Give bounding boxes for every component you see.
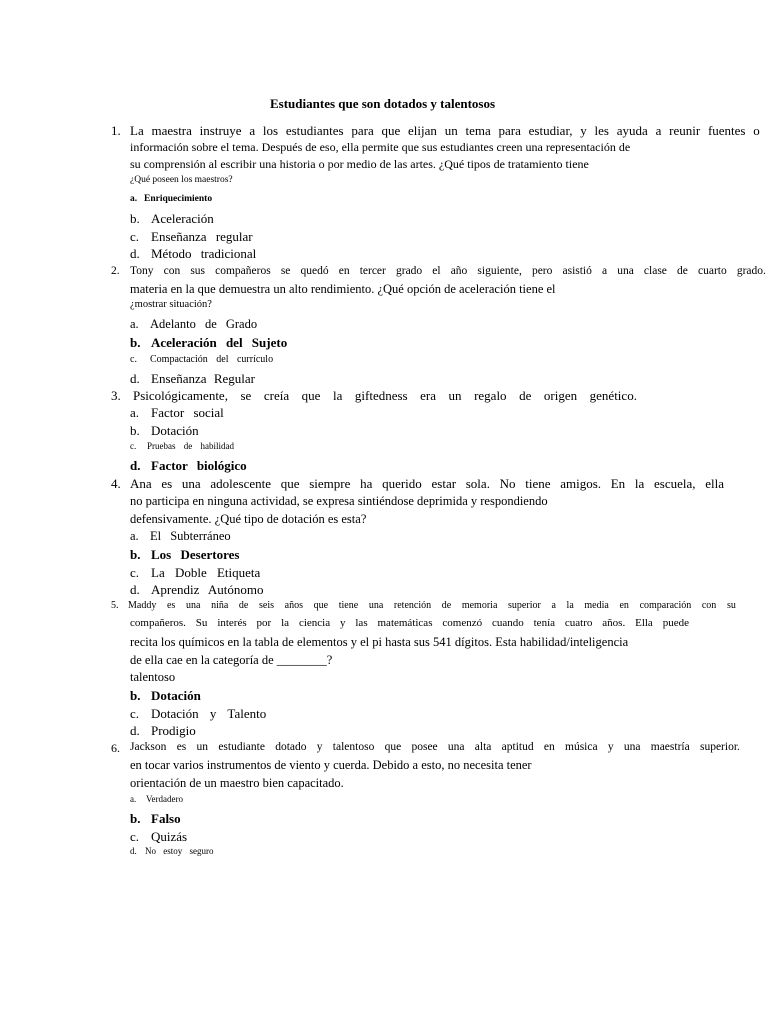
question-5-line-2-word: comenzó xyxy=(442,617,483,629)
question-5-line-2-word: las xyxy=(355,617,368,629)
q4-option-d xyxy=(130,583,264,596)
q2-option-d-letter: d. xyxy=(130,371,140,386)
question-5-line-1-word: es xyxy=(166,600,176,611)
q4-option-d-text: Aprendiz Autónomo xyxy=(151,582,264,597)
question-6-line-1-word: es xyxy=(176,741,187,753)
question-1-line-2: información sobre el tema. Después de eso, ella permite que sus estudiantes creen una representación de xyxy=(130,140,631,154)
question-5-line-2-word: cuando xyxy=(491,617,524,629)
question-3-line-1-word: creía xyxy=(263,388,290,403)
q4-option-b xyxy=(130,548,239,561)
q1-option-c-text: Enseñanza regular xyxy=(151,229,253,244)
question-6-line-1-word: una xyxy=(623,741,641,753)
question-6-line-1-word: que xyxy=(384,741,402,753)
q2-option-d xyxy=(130,372,255,385)
question-5-line-1-word: en xyxy=(619,600,629,611)
question-6-line-1-word: posee xyxy=(411,741,438,753)
question-1-line-4: ¿Qué poseen los maestros? xyxy=(130,175,233,185)
question-4-line-1-word: amigos. xyxy=(560,476,602,491)
question-4-line-1-word: adolescente xyxy=(210,476,272,491)
q1-option-b xyxy=(130,212,214,225)
question-2-line-1-word: grado. xyxy=(736,265,766,277)
question-1-line-1-word: para xyxy=(498,123,521,138)
question-3-line-1-word: la xyxy=(332,388,343,403)
question-5-line-2-word: cuatro xyxy=(564,617,593,629)
question-4-line-1-word: ella xyxy=(705,476,724,491)
question-1-line-1-word: o xyxy=(753,123,760,138)
question-6-line-1-word: maestría xyxy=(650,741,690,753)
question-6-line-1-word: y xyxy=(607,741,614,753)
question-6-line-1-word: talentoso xyxy=(332,741,375,753)
question-1-line-1-word: que xyxy=(381,123,401,138)
question-2-line-3: ¿mostrar situación? xyxy=(130,299,212,310)
q2-option-a-letter: a. xyxy=(130,317,139,331)
question-5-line-1-word: una xyxy=(185,600,201,611)
q1-option-d-letter: d. xyxy=(130,246,140,261)
question-4-line-1 xyxy=(130,477,724,490)
question-5-line-3: recita los químicos en la tabla de elementos y el pi hasta sus 541 dígitos. Esta habilidad/inteligencia xyxy=(130,635,629,649)
question-4-line-1-word: la xyxy=(634,476,645,491)
question-4-line-1-word: una xyxy=(181,476,201,491)
question-2-line-1-word: quedó xyxy=(300,265,329,277)
q1-option-b-text: Aceleración xyxy=(151,211,214,226)
question-4-line-1-word: En xyxy=(610,476,626,491)
question-6-line-1-word: estudiante xyxy=(218,741,265,753)
q3-option-d-letter: d. xyxy=(130,458,141,473)
question-6-line-1-word: una xyxy=(447,741,465,753)
question-2-line-1 xyxy=(130,266,766,278)
question-2-line-1-word: a xyxy=(601,265,608,277)
question-3-line-1-word: un xyxy=(448,388,462,403)
question-4-line-1-word: No xyxy=(499,476,516,491)
question-5-line-1-word: con xyxy=(701,600,717,611)
question-4-number: 4. xyxy=(111,476,121,491)
question-5-line-1-word: seis xyxy=(259,600,275,611)
question-5-line-1-word: Maddy xyxy=(128,600,157,611)
question-6-line-1-word: superior. xyxy=(699,741,740,753)
question-5-line-4: de ella cae en la categoría de ________? xyxy=(130,653,333,667)
question-1-line-1-word: estudiantes xyxy=(285,123,344,138)
question-3-line-1-word: genético. xyxy=(589,388,637,403)
question-2-line-1-word: se xyxy=(280,265,291,277)
q5-option-d-text: Prodigio xyxy=(151,723,196,738)
q2-option-a xyxy=(130,318,257,331)
question-5-line-2-word: y xyxy=(339,617,346,629)
q4-option-d-letter: d. xyxy=(130,582,140,597)
question-2-line-1-word: sus xyxy=(190,265,206,277)
question-2-line-1-word: grado xyxy=(395,265,423,277)
question-5-line-1 xyxy=(128,601,736,611)
q4-option-a-text: El Subterráneo xyxy=(150,529,231,543)
question-1-line-1-word: La xyxy=(130,123,144,138)
q1-option-d-text: Método tradicional xyxy=(151,246,257,261)
question-3-number: 3. xyxy=(111,388,121,403)
question-1-line-1-word: maestra xyxy=(151,123,192,138)
q3-option-c-letter: c. xyxy=(130,441,137,451)
question-5-line-1-word: una xyxy=(368,600,384,611)
question-5-line-2-word: compañeros. xyxy=(130,617,186,629)
q4-option-a-letter: a. xyxy=(130,529,139,543)
q3-option-a xyxy=(130,406,224,419)
q5-option-c-letter: c. xyxy=(130,706,140,721)
question-4-line-1-word: sola. xyxy=(465,476,490,491)
q6-option-d-letter: d. xyxy=(130,846,137,856)
question-1-line-1-word: a xyxy=(655,123,662,138)
question-4-line-1-word: tiene xyxy=(525,476,551,491)
q5-option-d-letter: d. xyxy=(130,723,140,738)
question-4-line-1-word: es xyxy=(161,476,173,491)
question-6-line-1-word: dotado xyxy=(275,741,307,753)
question-4-line-1-word: que xyxy=(280,476,300,491)
question-5-line-2-word: Ella xyxy=(635,617,653,629)
question-4-line-1-word: Ana xyxy=(130,476,152,491)
question-6-line-1-word: y xyxy=(316,741,323,753)
question-6-line-1 xyxy=(130,742,740,754)
q5-option-a xyxy=(130,671,175,684)
q1-option-a-letter: a. xyxy=(130,194,138,204)
question-1-line-1-word: elijan xyxy=(408,123,437,138)
q4-option-a xyxy=(130,530,231,543)
q3-option-b-text: Dotación xyxy=(151,423,199,438)
question-2-line-1-word: asistió xyxy=(562,265,592,277)
q1-option-a-text: Enriquecimiento xyxy=(144,194,213,204)
question-5-line-2-word: la xyxy=(281,617,290,629)
q6-option-c xyxy=(130,830,187,843)
question-2-line-1-word: en xyxy=(338,265,350,277)
question-3-line-1-word: que xyxy=(301,388,321,403)
q2-option-b-text: Aceleración del Sujeto xyxy=(151,335,288,350)
q5-option-c xyxy=(130,707,266,720)
q1-option-c-letter: c. xyxy=(130,229,140,244)
q5-option-b xyxy=(130,689,201,702)
question-1-line-3: su comprensión al escribir una historia o por medio de las artes. ¿Qué tipos de tratamiento tiene xyxy=(130,157,589,171)
q5-option-b-letter: b. xyxy=(130,688,141,703)
q6-option-b xyxy=(130,812,181,825)
q6-option-b-text: Falso xyxy=(151,811,181,826)
question-4-line-1-word: querido xyxy=(382,476,422,491)
question-5-line-1-word: retención xyxy=(393,600,432,611)
question-3-line-1-word: de xyxy=(519,388,532,403)
question-5-line-1-word: años xyxy=(284,600,303,611)
q4-option-c-text: La Doble Etiqueta xyxy=(151,565,261,580)
q2-option-b xyxy=(130,336,287,349)
question-2-line-2: materia en la que demuestra un alto rendimiento. ¿Qué opción de aceleración tiene el xyxy=(130,282,556,296)
q6-option-a-text: Verdadero xyxy=(146,794,183,804)
question-3-line-1-word: origen xyxy=(543,388,578,403)
q1-option-b-letter: b. xyxy=(130,211,140,226)
question-6-line-1-word: aptitud xyxy=(501,741,534,753)
question-3-line-1-word: se xyxy=(240,388,252,403)
q2-option-d-text: Enseñanza Regular xyxy=(151,371,255,386)
question-4-line-1-word: siempre xyxy=(309,476,351,491)
q1-option-c xyxy=(130,230,253,243)
q4-option-c xyxy=(130,566,260,579)
question-5-line-1-word: media xyxy=(584,600,609,611)
question-3-line-1 xyxy=(133,389,637,402)
question-3-line-1-word: regalo xyxy=(474,388,507,403)
q6-option-c-letter: c. xyxy=(130,829,140,844)
question-1-number: 1. xyxy=(111,123,121,138)
question-2-line-1-word: Tony xyxy=(130,265,154,277)
question-6-line-1-word: un xyxy=(196,741,209,753)
q5-option-b-text: Dotación xyxy=(151,688,201,703)
question-5-line-1-word: que xyxy=(313,600,329,611)
question-5-line-1-word: memoria xyxy=(461,600,498,611)
q5-option-a-text: talentoso xyxy=(130,670,176,684)
question-2-line-1-word: una xyxy=(617,265,634,277)
question-5-line-2-word: por xyxy=(256,617,272,629)
q5-option-d xyxy=(130,724,196,737)
question-6-number: 6. xyxy=(111,741,120,755)
question-1-line-1-word: a xyxy=(249,123,256,138)
question-1-line-1-word: fuentes xyxy=(707,123,746,138)
question-1-line-1-word: y xyxy=(580,123,587,138)
question-5-line-1-word: niña xyxy=(211,600,229,611)
question-4-line-1-word: ha xyxy=(360,476,373,491)
question-5-line-2-word: tenía xyxy=(533,617,556,629)
question-2-line-1-word: siguiente, xyxy=(477,265,522,277)
question-1-line-1-word: los xyxy=(262,123,279,138)
question-2-line-1-word: pero xyxy=(531,265,553,277)
question-2-line-1-word: cuarto xyxy=(697,265,727,277)
question-6-line-2: en tocar varios instrumentos de viento y cuerda. Debido a esto, no necesita tener xyxy=(130,758,532,772)
q3-option-a-letter: a. xyxy=(130,405,140,420)
q6-option-a xyxy=(130,795,183,804)
question-2-line-1-word: clase xyxy=(643,265,667,277)
q2-option-b-letter: b. xyxy=(130,335,141,350)
question-2-line-1-word: año xyxy=(450,265,468,277)
question-5-line-2-word: ciencia xyxy=(298,617,331,629)
question-1-line-1-word: ayuda xyxy=(616,123,648,138)
q6-option-b-letter: b. xyxy=(130,811,141,826)
q2-option-c xyxy=(130,355,273,365)
question-5-line-1-word: de xyxy=(238,600,249,611)
question-5-line-2-word: años. xyxy=(602,617,626,629)
q3-option-a-text: Factor social xyxy=(151,405,224,420)
question-2-number: 2. xyxy=(111,265,120,277)
q3-option-c-text: Pruebas de habilidad xyxy=(147,441,234,451)
question-5-line-2-word: matemáticas xyxy=(377,617,433,629)
question-4-line-2: no participa en ninguna actividad, se expresa sintiéndose deprimida y respondiendo xyxy=(130,494,548,508)
q2-option-c-text: Compactación del currículo xyxy=(150,354,274,365)
question-2-line-1-word: con xyxy=(163,265,181,277)
question-5-line-1-word: comparación xyxy=(639,600,692,611)
question-5-number: 5. xyxy=(111,600,119,611)
q4-option-c-letter: c. xyxy=(130,565,140,580)
question-5-line-1-word: a xyxy=(551,600,556,611)
q6-option-d xyxy=(130,847,214,856)
q6-option-c-text: Quizás xyxy=(151,829,188,844)
q3-option-c xyxy=(130,442,234,451)
question-1-line-1 xyxy=(130,124,760,137)
question-4-line-3: defensivamente. ¿Qué tipo de dotación es esta? xyxy=(130,512,367,526)
q2-option-c-letter: c. xyxy=(130,354,137,365)
question-2-line-1-word: de xyxy=(677,265,688,277)
question-5-line-2-word: puede xyxy=(662,617,689,629)
question-5-line-1-word: tiene xyxy=(338,600,359,611)
q2-option-a-text: Adelanto de Grado xyxy=(150,317,258,331)
q5-option-c-text: Dotación y Talento xyxy=(151,706,267,721)
q6-option-d-text: No estoy seguro xyxy=(145,846,214,856)
question-5-line-2-word: Su xyxy=(195,617,208,629)
question-2-line-1-word: tercer xyxy=(359,265,386,277)
question-3-line-1-word: era xyxy=(420,388,437,403)
question-2-line-1-word: compañeros xyxy=(215,265,271,277)
q4-option-b-text: Los Desertores xyxy=(151,547,240,562)
question-1-line-1-word: un xyxy=(444,123,458,138)
question-3-line-1-word: giftedness xyxy=(354,388,408,403)
question-5-line-2-word: interés xyxy=(217,617,247,629)
question-1-line-1-word: estudiar, xyxy=(528,123,573,138)
q1-option-a xyxy=(130,195,212,205)
question-6-line-1-word: en xyxy=(543,741,555,753)
question-4-line-1-word: escuela, xyxy=(653,476,696,491)
q3-option-d xyxy=(130,459,247,472)
question-6-line-3: orientación de un maestro bien capacitado. xyxy=(130,776,344,790)
question-1-line-1-word: para xyxy=(351,123,374,138)
question-4-line-1-word: estar xyxy=(431,476,457,491)
q3-option-b-letter: b. xyxy=(130,423,140,438)
question-5-line-1-word: la xyxy=(566,600,574,611)
question-5-line-1-word: de xyxy=(441,600,452,611)
document-title: Estudiantes que son dotados y talentosos xyxy=(270,96,496,111)
question-1-line-1-word: les xyxy=(594,123,609,138)
question-6-line-1-word: Jackson xyxy=(130,741,167,753)
q1-option-d xyxy=(130,247,256,260)
question-5-line-1-word: su xyxy=(726,600,736,611)
question-5-line-2 xyxy=(130,618,689,629)
q6-option-a-letter: a. xyxy=(130,794,137,804)
question-1-line-1-word: reunir xyxy=(669,123,701,138)
q4-option-b-letter: b. xyxy=(130,547,141,562)
question-1-line-1-word: tema xyxy=(465,123,491,138)
q3-option-b xyxy=(130,424,199,437)
question-3-line-1-word: Psicológicamente, xyxy=(133,388,228,403)
question-6-line-1-word: música xyxy=(565,741,598,753)
question-6-line-1-word: alta xyxy=(474,741,492,753)
question-5-line-1-word: superior xyxy=(508,600,541,611)
question-1-line-1-word: instruye xyxy=(199,123,242,138)
q3-option-d-text: Factor biológico xyxy=(151,458,247,473)
question-2-line-1-word: el xyxy=(432,265,441,277)
